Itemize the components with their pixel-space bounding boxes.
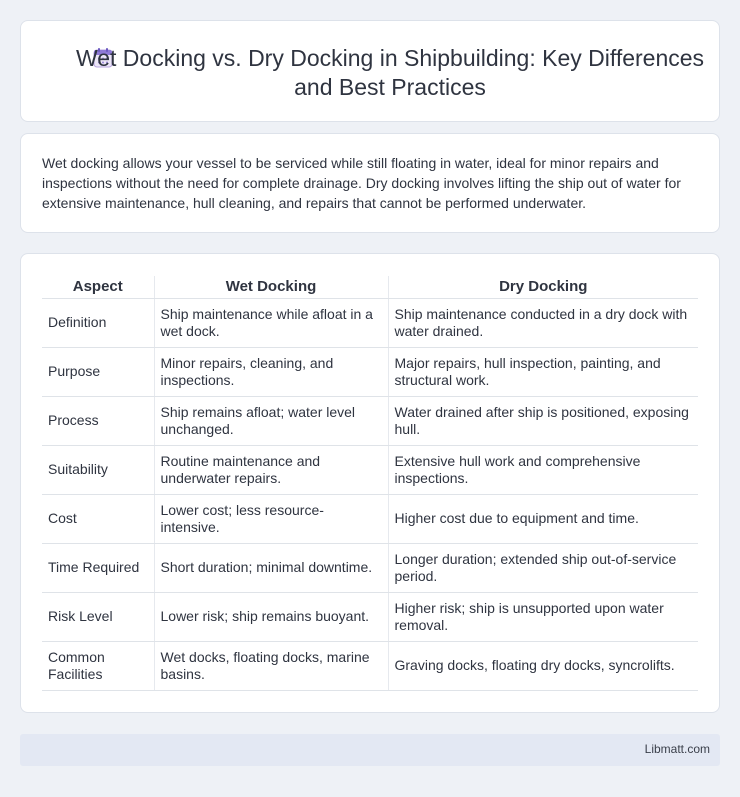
comparison-table — [42, 276, 698, 691]
comparison-card — [20, 253, 720, 713]
cell-aspect: Definition — [42, 298, 154, 347]
header-wet-docking: Wet Docking — [154, 276, 388, 298]
cell-aspect: Process — [42, 396, 154, 445]
intro-text: Wet docking allows your vessel to be serviced while still floating in water, ideal for minor repairs and inspections without the need for complete drainage. Dry docking involves lifting the ship out of water for extensive maintenance, hull cleaning, and repairs that cannot be performed underwater. — [42, 155, 681, 211]
header-dry-docking: Dry Docking — [388, 276, 698, 298]
table-row — [42, 445, 698, 494]
cell-dry: Major repairs, hull inspection, painting, and structural work. — [388, 347, 698, 396]
cell-wet: Lower cost; less resource-intensive. — [154, 494, 388, 543]
cell-wet: Ship remains afloat; water level unchanged. — [154, 396, 388, 445]
title-card — [20, 20, 720, 122]
cell-wet: Short duration; minimal downtime. — [154, 543, 388, 592]
cell-aspect: Common Facilities — [42, 641, 154, 690]
cell-aspect: Time Required — [42, 543, 154, 592]
cell-dry: Water drained after ship is positioned, exposing hull. — [388, 396, 698, 445]
cell-wet: Lower risk; ship remains buoyant. — [154, 592, 388, 641]
cell-aspect: Risk Level — [42, 592, 154, 641]
table-row — [42, 396, 698, 445]
table-row — [42, 298, 698, 347]
cell-aspect: Suitability — [42, 445, 154, 494]
cell-wet: Routine maintenance and underwater repairs. — [154, 445, 388, 494]
table-row — [42, 543, 698, 592]
footer-bar — [20, 734, 720, 766]
page-title: Wet Docking vs. Dry Docking in Shipbuilding: Key Differences and Best Practices — [75, 45, 705, 100]
cell-dry: Graving docks, floating dry docks, syncrolifts. — [388, 641, 698, 690]
intro-card — [20, 133, 720, 233]
header-aspect: Aspect — [42, 276, 154, 298]
cell-wet: Wet docks, floating docks, marine basins. — [154, 641, 388, 690]
cell-aspect: Purpose — [42, 347, 154, 396]
cell-dry: Higher cost due to equipment and time. — [388, 494, 698, 543]
cell-aspect: Cost — [42, 494, 154, 543]
cell-wet: Ship maintenance while afloat in a wet dock. — [154, 298, 388, 347]
cell-dry: Longer duration; extended ship out-of-service period. — [388, 543, 698, 592]
table-row — [42, 494, 698, 543]
cell-dry: Extensive hull work and comprehensive inspections. — [388, 445, 698, 494]
table-row — [42, 641, 698, 690]
cell-dry: Higher risk; ship is unsupported upon water removal. — [388, 592, 698, 641]
table-header-row — [42, 276, 698, 298]
table-row — [42, 592, 698, 641]
footer-brand-link[interactable]: Libmatt.com — [644, 742, 710, 756]
cell-wet: Minor repairs, cleaning, and inspections. — [154, 347, 388, 396]
cell-dry: Ship maintenance conducted in a dry dock with water drained. — [388, 298, 698, 347]
table-row — [42, 347, 698, 396]
